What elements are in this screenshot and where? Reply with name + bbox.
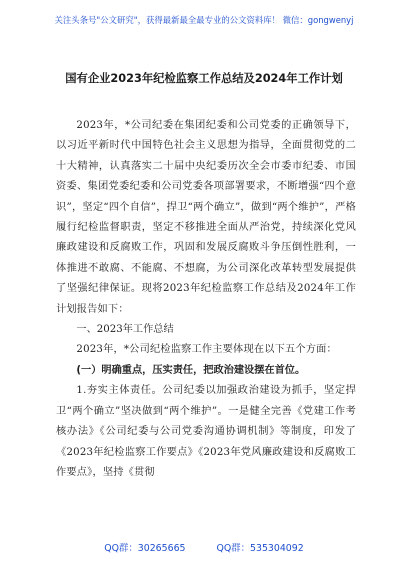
section-heading-summary: 一、2023年工作总结	[76, 324, 174, 336]
qq-group-2: QQ群：535304092	[216, 543, 304, 554]
subsection-heading: (一）明确重点，压实责任，把政治建设摆在首位。	[76, 364, 306, 376]
header-promo-note: 关注头条号"公文研究"，获得最新最全最专业的公文资料库！ 微信：gongwenyj	[54, 15, 354, 25]
footer-contact	[0, 540, 408, 554]
point-paragraph: 1.夯实主体责任。公司纪委以加强政治建设为抓手，坚定捍卫“两个确立”坚决做到“两个维护”。一是健全完善《党建工作考核办法》《公司纪委与公司党委沟通协调机制》等制度，印发了《2023年纪检监察工作要点》《2023年党风廉政建设和反腐败工作要点》，坚持《贯彻	[56, 385, 356, 478]
intro-paragraph: 2023年，*公司纪委在集团纪委和公司党委的正确领导下，以习近平新时代中国特色社会主义思想为指导，全面贯彻党的二十大精神，认真落实二十届中央纪委历次全会市委市纪委、市国资委、集团党委纪委和公司党委各项部署要求，不断增强“四个意识”，坚定“四个自信”，捍卫“两个确立”，做到“两个维护”，严格履行纪检监督职责，坚定不移推进全面从严治党，持续深化党风廉政建设和反腐败工作，巩固和发展反腐败斗争压倒性胜利，一体推进不敢腐、不能腐、不想腐，为公司深化改革转型发展提供了坚强纪律保证。现将2023年纪检监察工作总结及2024年工作计划报告如下：	[56, 120, 356, 315]
section-intro-paragraph: 2023年，*公司纪检监察工作主要体现在以下五个方面：	[76, 344, 337, 356]
document-body	[56, 116, 356, 483]
qq-group-1: QQ群：30265665	[104, 543, 186, 554]
document-title: 国有企业2023年纪检监察工作总结及2024年工作计划	[65, 72, 343, 85]
